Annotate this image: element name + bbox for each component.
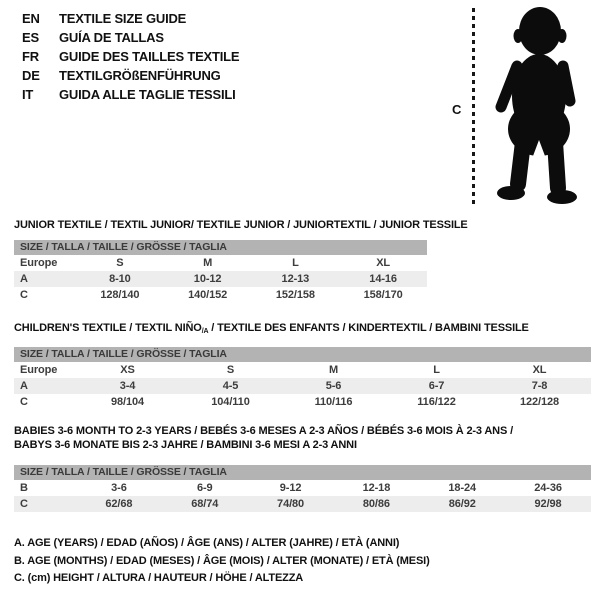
- language-row: [22, 47, 239, 66]
- row-label: Europe: [20, 257, 58, 269]
- children-title-sub: /A: [201, 328, 209, 335]
- junior-size-table: [14, 240, 427, 303]
- table-cell: XS: [120, 364, 135, 376]
- table-cell: 110/116: [314, 396, 353, 408]
- table-cell: 158/170: [363, 289, 403, 301]
- language-code: IT: [22, 87, 34, 102]
- row-label: C: [20, 498, 28, 510]
- footnote-c: C. (cm) HEIGHT / ALTURA / HAUTEUR / HÖHE / ALTEZZA: [14, 572, 304, 584]
- table-row: [14, 394, 591, 410]
- table-cell: 24-36: [534, 482, 562, 494]
- table-cell: 62/68: [105, 498, 133, 510]
- table-row: [14, 496, 591, 512]
- table-cell: L: [433, 364, 440, 376]
- table-cell: L: [292, 257, 299, 269]
- height-label: C: [452, 102, 462, 117]
- table-cell: 80/86: [362, 498, 390, 510]
- table-cell: 10-12: [193, 273, 222, 285]
- language-list: [22, 9, 239, 104]
- table-cell: 92/98: [534, 498, 562, 510]
- table-row: [14, 287, 427, 303]
- language-title: GUIDE DES TAILLES TEXTILE: [59, 49, 240, 64]
- language-code: FR: [22, 49, 39, 64]
- table-cell: M: [203, 257, 213, 269]
- babies-section-title: [14, 424, 513, 452]
- language-title: GUIDA ALLE TAGLIE TESSILI: [59, 87, 236, 102]
- table-cell: 128/140: [100, 289, 140, 301]
- row-label: B: [20, 482, 28, 494]
- table-cell: 9-12: [279, 482, 302, 494]
- row-label: C: [20, 396, 28, 408]
- size-table-header: SIZE / TALLA / TAILLE / GRÖSSE / TAGLIA: [14, 465, 591, 480]
- table-cell: 6-9: [196, 482, 213, 494]
- table-row: [14, 362, 591, 378]
- table-cell: 140/152: [188, 289, 228, 301]
- size-table-header: SIZE / TALLA / TAILLE / GRÖSSE / TAGLIA: [14, 347, 591, 362]
- junior-section-title: JUNIOR TEXTILE / TEXTIL JUNIOR/ TEXTILE JUNIOR / JUNIORTEXTIL / JUNIOR TESSILE: [14, 219, 468, 231]
- babies-title-line-2: BABYS 3-6 MONATE BIS 2-3 JAHRE / BAMBINI 3-6 MESI A 2-3 ANNI: [14, 439, 357, 451]
- language-title: TEXTILGRÖßENFÜHRUNG: [59, 68, 221, 83]
- table-row: [14, 480, 591, 496]
- table-cell: 152/158: [275, 289, 315, 301]
- table-cell: 68/74: [191, 498, 219, 510]
- baby-silhouette-image: [478, 4, 596, 210]
- size-table-header: SIZE / TALLA / TAILLE / GRÖSSE / TAGLIA: [14, 240, 427, 255]
- table-cell: 3-4: [119, 380, 136, 392]
- language-title: TEXTILE SIZE GUIDE: [59, 11, 187, 26]
- language-row: [22, 85, 239, 104]
- table-cell: S: [226, 364, 235, 376]
- table-cell: 12-18: [362, 482, 391, 494]
- table-cell: 5-6: [325, 380, 342, 392]
- language-code: ES: [22, 30, 39, 45]
- table-cell: 104/110: [211, 396, 250, 408]
- row-label: C: [20, 289, 28, 301]
- row-label: Europe: [20, 364, 58, 376]
- row-label: A: [20, 273, 28, 285]
- table-cell: XL: [376, 257, 391, 269]
- children-size-table: [14, 347, 591, 410]
- table-cell: M: [328, 364, 339, 376]
- footnotes: [14, 535, 430, 588]
- height-dotted-line: [472, 8, 475, 208]
- language-row: [22, 28, 239, 47]
- babies-title-line-1: BABIES 3-6 MONTH TO 2-3 YEARS / BEBÉS 3-6 MESES A 2-3 AÑOS / BÉBÉS 3-6 MOIS À 2-3 ANS /: [14, 425, 513, 437]
- table-cell: 18-24: [448, 482, 477, 494]
- children-title-pre: CHILDREN'S TEXTILE / TEXTIL NIÑO: [14, 322, 202, 334]
- table-cell: 8-10: [109, 273, 131, 285]
- table-cell: 74/80: [277, 498, 305, 510]
- table-cell: S: [116, 257, 124, 269]
- table-cell: 122/128: [519, 396, 560, 408]
- footnote-b: B. AGE (MONTHS) / EDAD (MESES) / ÂGE (MOIS) / ALTER (MONATE) / ETÀ (MESI): [14, 554, 430, 567]
- table-cell: 7-8: [531, 380, 548, 392]
- table-row: [14, 255, 427, 271]
- table-row: [14, 378, 591, 394]
- language-code: DE: [22, 68, 40, 83]
- table-cell: 4-5: [222, 380, 239, 392]
- table-cell: 12-13: [281, 273, 310, 285]
- footnote-a: A. AGE (YEARS) / EDAD (AÑOS) / ÂGE (ANS) / ALTER (JAHRE) / ETÀ (ANNI): [14, 537, 400, 549]
- language-row: [22, 66, 239, 85]
- language-row: [22, 9, 239, 28]
- table-cell: 14-16: [369, 273, 397, 285]
- table-cell: 3-6: [111, 482, 127, 494]
- table-row: [14, 271, 427, 287]
- row-label: A: [20, 380, 28, 392]
- table-cell: 86/92: [448, 498, 476, 510]
- babies-size-table: [14, 465, 591, 512]
- table-cell: 6-7: [428, 380, 445, 392]
- table-cell: XL: [532, 364, 547, 376]
- children-title-post: / TEXTILE DES ENFANTS / KINDERTEXTIL / BAMBINI TESSILE: [208, 322, 529, 334]
- table-cell: 116/122: [417, 396, 456, 408]
- language-title: GUÍA DE TALLAS: [59, 30, 164, 45]
- table-cell: 98/104: [110, 396, 145, 408]
- language-code: EN: [22, 11, 40, 26]
- children-section-title: [14, 321, 529, 339]
